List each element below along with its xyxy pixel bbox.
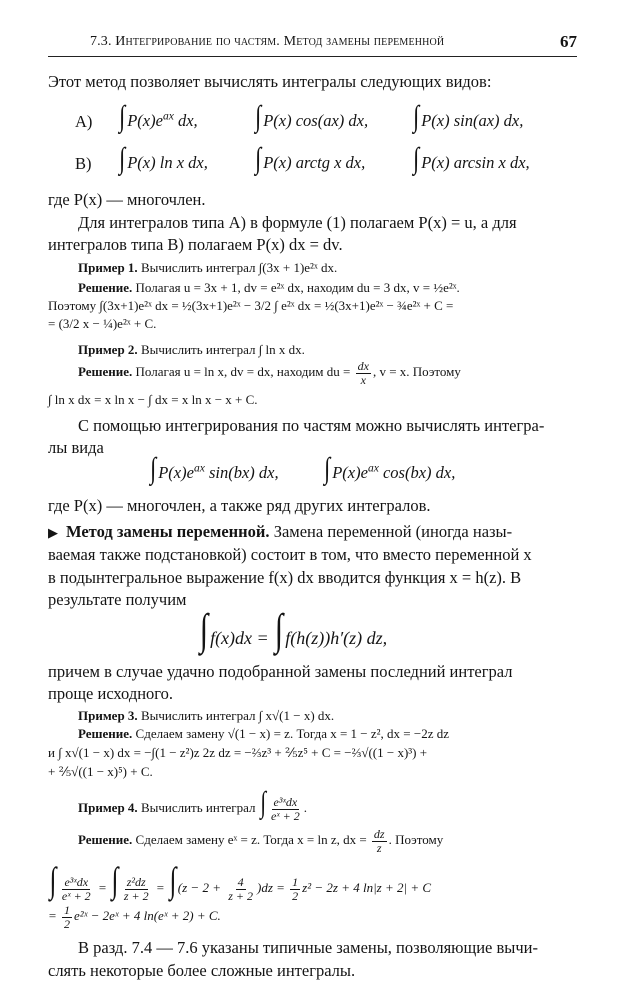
- parts-integral-sin: ∫ $P(x)e^{ax}$ sin(bx) dx,: [150, 452, 279, 485]
- example-4-statement: Пример 4. Вычислить интеграл ∫ $\frac{\text{e³ˣdx}}{\text{eˣ + 2}}$ .: [78, 786, 308, 823]
- header-rule: [48, 56, 577, 57]
- integral-b2: ∫ P(x) arctg x dx,: [255, 142, 366, 175]
- integral-a1: ∫ $P(x)e^{ax}$ dx,: [119, 100, 198, 133]
- example-3-solution-1: Решение. Сделаем замену √(1 − x) = z. Тогда x = 1 − z², dx = −2z dz: [78, 726, 450, 741]
- subst-line-3: в подынтегральное выражение f(x) dx вводится функция x = h(z). В: [48, 568, 522, 587]
- integral-b1: ∫ P(x) ln x dx,: [119, 142, 208, 175]
- example-2-statement: Пример 2. Вычислить интеграл ∫ ln x dx.: [78, 342, 305, 357]
- example-4-formula: ∫ $\frac{\text{e³ˣdx}}{\text{eˣ + 2}}$ = ∫ $\frac{\text{z²dz}}{z + 2}$ = ∫(z − 2 + $\frac{4}{z + 2}$ )dz = $\frac{1}{2}$ z² − 2z + 4 ln|z + 2| + C: [49, 860, 432, 903]
- section-title: 7.3. Интегрирование по частям. Метод замены переменной: [90, 34, 445, 49]
- example-2-solution-1: Решение. Полагая u = ln x, dv = dx, находим du = $\frac{dx}{x}$ , v = x. Поэтому: [78, 359, 461, 387]
- integral-b3: ∫ P(x) arcsin x dx,: [413, 142, 530, 175]
- triangle-bullet-icon: ▶: [48, 525, 58, 540]
- example-1-solution-1: Решение. Полагая u = 3x + 1, dv = e²ˣ dx, находим du = 3 dx, v = ½e²ˣ.: [78, 280, 460, 295]
- parts-formula: [148, 454, 488, 494]
- example-3-statement: Пример 3. Вычислить интеграл ∫ x√(1 − x) dx.: [78, 708, 335, 723]
- integral-a3: ∫ P(x) sin(ax) dx,: [413, 100, 524, 133]
- intro-text: Этот метод позволяет вычислять интегралы следующих видов:: [48, 72, 492, 91]
- closing-line-1: В разд. 7.4 — 7.6 указаны типичные замены, позволяющие вычи-: [78, 938, 538, 957]
- running-head: [48, 32, 577, 54]
- example-3-solution-3: + ⅖√((1 − x)⁵) + C.: [48, 764, 153, 779]
- formula-row-b: [75, 142, 565, 184]
- example-2-solution-2: ∫ ln x dx = x ln x − ∫ dx = x ln x − x + C.: [48, 392, 258, 407]
- subst-line-6: проще исходного.: [48, 684, 174, 703]
- example-4-result: = $\frac{1}{2}$ e²ˣ − 2eˣ + 4 ln(eˣ + 2) + C.: [48, 903, 221, 931]
- formula-row-a: [75, 100, 565, 142]
- rule-line-1: Для интегралов типа A) в формуле (1) полагаем P(x) = u, а для: [78, 213, 517, 232]
- closing-line-2: слять некоторые более сложные интегралы.: [48, 961, 356, 980]
- parts-line-1: С помощью интегрирования по частям можно вычислять интегра-: [78, 416, 545, 435]
- example-1-solution-2: Поэтому ∫(3x+1)e²ˣ dx = ½(3x+1)e²ˣ − 3/2 ∫ e²ˣ dx = ½(3x+1)e²ˣ − ¾e²ˣ + C =: [48, 298, 454, 313]
- parts-line-3: где P(x) — многочлен, а также ряд других интегралов.: [48, 496, 431, 515]
- subst-formula: ∫ f(x)dx = ∫ f(h(z))h′(z) dz,: [199, 605, 388, 654]
- page-number: 67: [560, 32, 577, 51]
- integral-a2: ∫ P(x) cos(ax) dx,: [255, 100, 369, 133]
- label-a: A): [75, 112, 93, 131]
- example-1-statement: Пример 1. Вычислить интеграл ∫(3x + 1)e²ˣ dx.: [78, 260, 338, 275]
- example-1-solution-3: = (3/2 x − ¼)e²ˣ + C.: [48, 316, 157, 331]
- subst-line-1: ▶ Метод замены переменной. Замена переменной (иногда назы-: [48, 522, 513, 541]
- example-4-solution-1: Решение. Сделаем замену eˣ = z. Тогда x = ln z, dx = $\frac{dz}{z}$ . Поэтому: [78, 827, 444, 855]
- example-3-solution-2: и ∫ x√(1 − x) dx = −∫(1 − z²)z 2z dz = −⅔z³ + ⅖z⁵ + C = −⅔√((1 − x)³) +: [48, 745, 428, 760]
- subst-line-5: причем в случае удачно подобранной замены последний интеграл: [48, 662, 513, 681]
- label-b: B): [75, 154, 92, 173]
- subst-line-4: результате получим: [48, 590, 187, 609]
- rule-line-2: интегралов типа B) полагаем P(x) dx = dv.: [48, 235, 343, 254]
- parts-integral-cos: ∫ $P(x)e^{ax}$ cos(bx) dx,: [324, 452, 456, 485]
- parts-line-2: лы вида: [48, 438, 104, 457]
- subst-heading: Метод замены переменной.: [66, 522, 270, 541]
- subst-line-2: ваемая также подстановкой) состоит в том, что вместо переменной x: [48, 545, 532, 564]
- where-poly: где P(x) — многочлен.: [48, 190, 206, 209]
